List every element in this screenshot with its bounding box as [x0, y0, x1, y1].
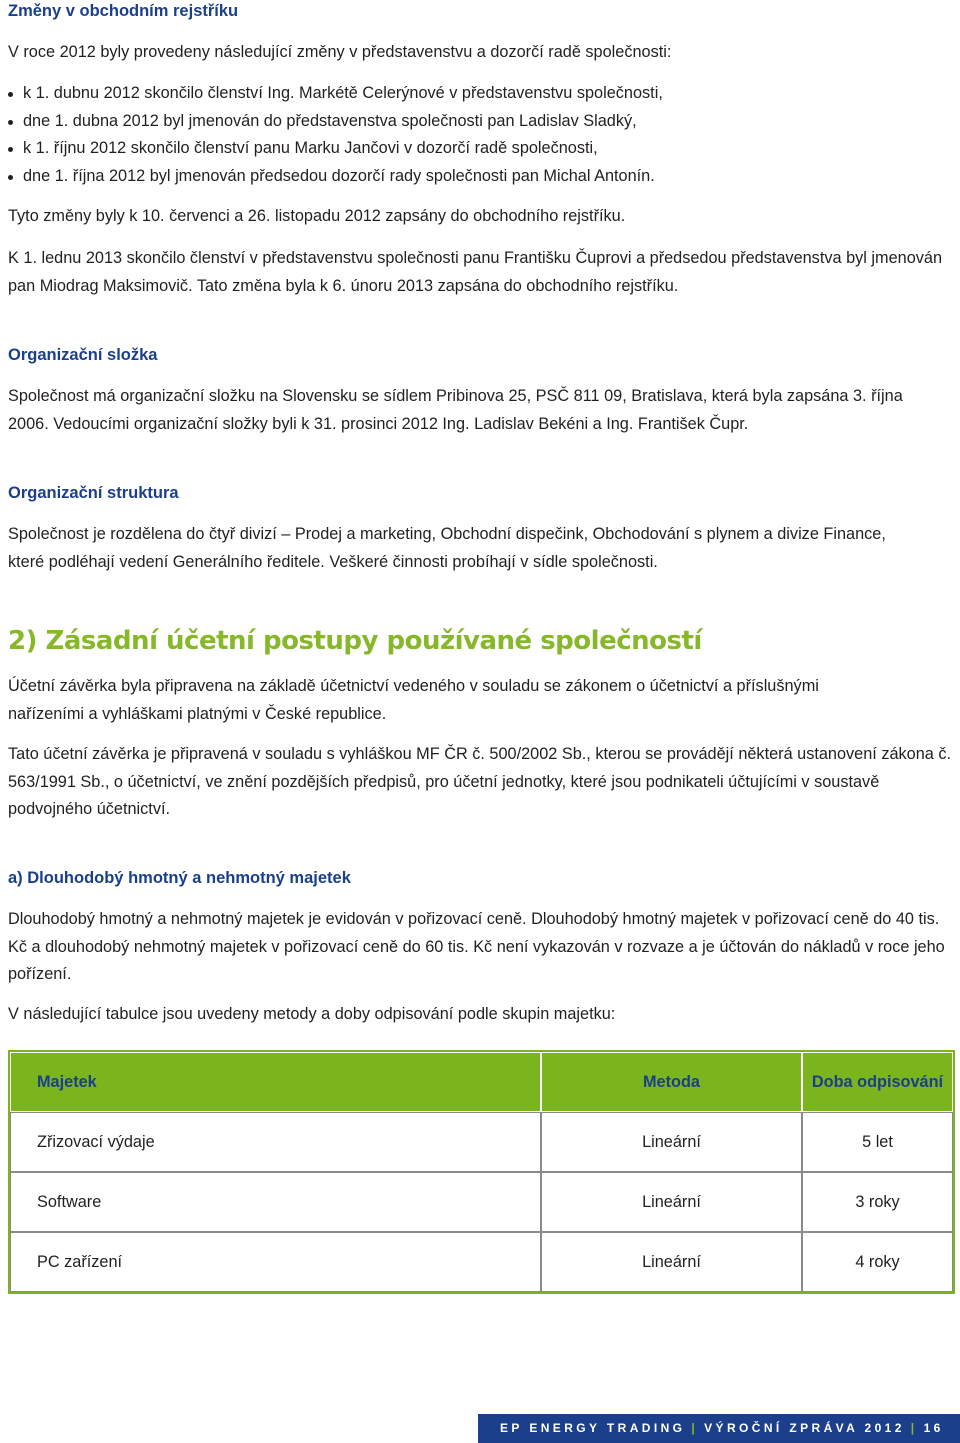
table-header-row	[10, 1052, 953, 1112]
list-item: k 1. dubnu 2012 skončilo členství Ing. Markétě Celerýnové v představenstvu společnosti,	[8, 80, 663, 108]
registry-paragraph-2: Tyto změny byly k 10. červenci a 26. listopadu 2012 zapsány do obchodního rejstříku.	[8, 207, 626, 225]
structure-paragraph: Společnost je rozdělena do čtyř divizí – Prodej a marketing, Obchodní dispečink, Obchodování s plynem a divize Finance, které podléhají vedení Generálního ředitele. Veškeré činnosti probíhají v sídle společnosti.	[8, 525, 886, 571]
table-cell: 4 roky	[802, 1232, 953, 1292]
section-heading-assets: a) Dlouhodobý hmotný a nehmotný majetek	[8, 869, 351, 887]
table-cell: PC zařízení	[10, 1232, 541, 1292]
chapter-title: 2) Zásadní účetní postupy používané společností	[8, 626, 702, 656]
footer-year: 2012	[864, 1421, 905, 1435]
footer-divider: |	[691, 1421, 699, 1435]
registry-paragraph-3: K 1. lednu 2013 skončilo členství v představenstvu společnosti panu Františku Čuprovi a předsedou představenstva byl jmenován pan Miodrag Maksimovič. Tato změna byla k 6. únoru 2013 zapsána do obchodního rejstříku.	[8, 249, 942, 295]
table-cell: 5 let	[802, 1112, 953, 1172]
chapter-paragraph-2: Tato účetní závěrka je připravená v souladu s vyhláškou MF ČR č. 500/2002 Sb., kterou se provádějí některá ustanovení zákona č. 563/1991 Sb., o účetnictví, ve znění pozdějších předpisů, pro účetní jednotky, které jsou podnikateli účtujícími v soustavě podvojného účetnictví.	[8, 745, 952, 818]
table-row	[10, 1232, 953, 1292]
column-header-period: Doba odpisování	[802, 1052, 953, 1112]
page-footer-bar	[478, 1414, 960, 1443]
registry-changes-list	[8, 80, 663, 190]
table-cell: Zřizovací výdaje	[10, 1112, 541, 1172]
table-cell: Lineární	[541, 1172, 802, 1232]
section-heading-branch: Organizační složka	[8, 346, 158, 364]
list-item: dne 1. října 2012 byl jmenován předsedou dozorčí rady společnosti pan Michal Antonín.	[8, 163, 663, 191]
chapter-paragraph-1: Účetní závěrka byla připravena na základě účetnictví vedeného v souladu se zákonem o účetnictví a příslušnými nařízeními a vyhláškami platnými v České republice.	[8, 677, 819, 723]
table-row	[10, 1112, 953, 1172]
list-item: k 1. říjnu 2012 skončilo členství panu Marku Jančovi v dozorčí radě společnosti,	[8, 135, 663, 163]
table-cell: 3 roky	[802, 1172, 953, 1232]
table-cell: Lineární	[541, 1112, 802, 1172]
footer-divider: |	[910, 1421, 918, 1435]
table-cell: Software	[10, 1172, 541, 1232]
assets-paragraph-1: Dlouhodobý hmotný a nehmotný majetek je evidován v pořizovací ceně. Dlouhodobý hmotný majetek v pořizovací ceně do 40 tis. Kč a dlouhodobý nehmotný majetek v pořizovací ceně do 60 tis. Kč není vykazován v rozvaze a je účtován do nákladů v roce jeho pořízení.	[8, 910, 945, 983]
list-item: dne 1. dubna 2012 byl jmenován do představenstva společnosti pan Ladislav Sladký,	[8, 108, 663, 136]
column-header-method: Metoda	[541, 1052, 802, 1112]
section-heading-structure: Organizační struktura	[8, 484, 179, 502]
registry-intro: V roce 2012 byly provedeny následující změny v představenstvu a dozorčí radě společnosti:	[8, 43, 672, 61]
section-heading-registry: Změny v obchodním rejstříku	[8, 2, 239, 20]
footer-company: EP ENERGY TRADING	[500, 1421, 686, 1435]
depreciation-table	[8, 1050, 955, 1294]
page-number: 16	[923, 1421, 944, 1435]
branch-paragraph: Společnost má organizační složku na Slovensku se sídlem Pribinova 25, PSČ 811 09, Bratislava, která byla zapsána 3. října 2006. Vedoucími organizační složky byli k 31. prosinci 2012 Ing. Ladislav Bekéni a Ing. František Čupr.	[8, 387, 903, 433]
column-header-asset: Majetek	[10, 1052, 541, 1112]
table-row	[10, 1172, 953, 1232]
footer-report-title: VÝROČNÍ ZPRÁVA	[704, 1421, 858, 1435]
assets-paragraph-2: V následující tabulce jsou uvedeny metody a doby odpisování podle skupin majetku:	[8, 1005, 616, 1023]
table-cell: Lineární	[541, 1232, 802, 1292]
